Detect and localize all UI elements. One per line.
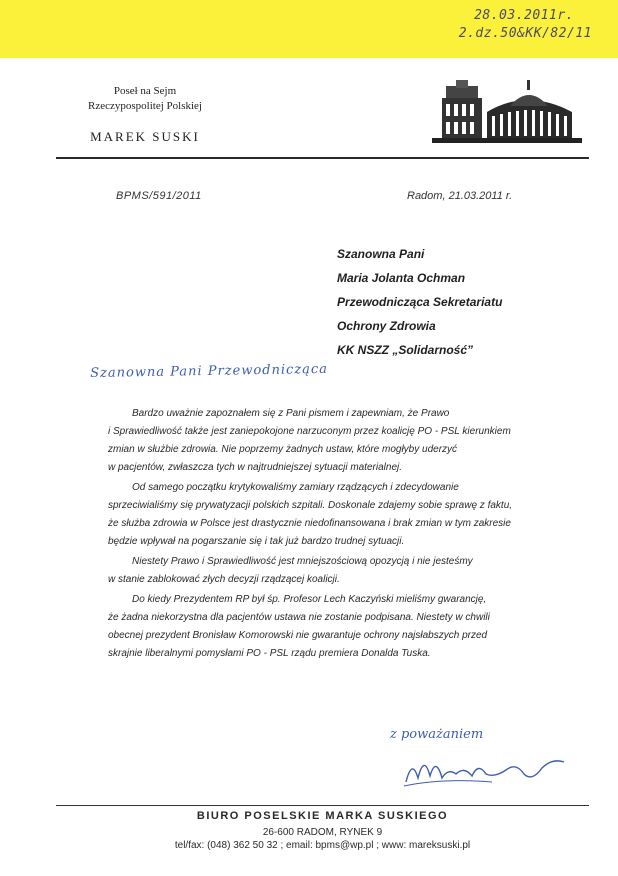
body-line: zmian w służbie zdrowia. Nie poprzemy żadnych ustaw, które mogłyby uderzyć — [108, 444, 458, 455]
body-line: Niestety Prawo i Sprawiedliwość jest mniejszościową opozycją i nie jesteśmy — [132, 556, 473, 567]
footer-contact: tel/fax: (048) 362 50 32 ; email: bpms@wp.pl ; www: mareksuski.pl — [174, 840, 471, 851]
footer-title: BIURO POSELSKIE MARKA SUSKIEGO — [196, 810, 449, 822]
handwritten-signature — [402, 748, 572, 788]
handwritten-salutation: Szanowna Pani Przewodnicząca — [90, 361, 329, 381]
addressee-line: Szanowna Pani — [337, 247, 425, 261]
registry-stamp-number: 2.dz.50&KK/82/11 — [458, 26, 592, 41]
letterhead-name: MAREK SUSKI — [90, 129, 200, 144]
body-line: sprzeciwialiśmy się prywatyzacji polskich szpitali. Doskonale zdajemy sobie sprawę z faktu, — [108, 500, 513, 511]
footer-divider — [56, 805, 589, 806]
letterhead-title — [70, 84, 220, 114]
addressee-line: Ochrony Zdrowia — [337, 319, 436, 333]
body-line: że służba zdrowia w Polsce jest drastycznie niedofinansowana i brak zmian w tym zakresie — [108, 518, 511, 529]
letter-body — [108, 405, 555, 665]
addressee-line: Przewodnicząca Sekretariatu — [337, 295, 503, 309]
letterhead-title-line1: Poseł na Sejm — [113, 85, 177, 97]
body-line: Do kiedy Prezydentem RP był śp. Profesor Lech Kaczyński mieliśmy gwarancję, — [132, 594, 487, 605]
body-paragraph-2 — [108, 479, 555, 551]
body-line: w pacjentów, zwłaszcza tych w najtrudniejszej sytuacji materialnej. — [108, 462, 403, 473]
body-line: że żadna niekorzystna dla pacjentów ustawa nie zostanie podpisana. Niestety w chwili — [108, 612, 490, 623]
handwritten-closing: z poważaniem — [390, 727, 484, 742]
body-line: skrajnie liberalnymi pomysłami PO - PSL rządu premiera Donalda Tuska. — [108, 648, 431, 659]
sejm-building-logo — [432, 76, 582, 148]
addressee-line: KK NSZZ „Solidarność” — [337, 343, 474, 357]
footer-address: 26-600 RADOM, RYNEK 9 — [262, 827, 383, 838]
body-line: będzie wpływał na pogarszanie się i tak już bardzo trudnej sytuacji. — [108, 536, 405, 547]
body-line: Od samego początku krytykowaliśmy zamiary rządzących i zdecydowanie — [132, 482, 459, 493]
body-paragraph-1 — [108, 405, 555, 477]
letterhead-title-line2: Rzeczypospolitej Polskiej — [88, 100, 202, 112]
body-line: i Sprawiedliwość także jest zaniepokojone narzuconym przez koalicję PO - PSL kierunkiem — [108, 426, 511, 437]
addressee-block — [337, 242, 502, 362]
letter-date: Radom, 21.03.2011 r. — [407, 190, 513, 202]
body-line: w stanie zablokować złych decyzji rządzącej koalicji. — [108, 574, 340, 585]
body-paragraph-4 — [108, 591, 555, 663]
registry-stamp-date: 28.03.2011r. — [474, 8, 574, 23]
reference-number: BPMS/591/2011 — [116, 190, 202, 202]
body-paragraph-3 — [108, 553, 555, 589]
letterhead-divider — [56, 157, 589, 159]
addressee-line: Maria Jolanta Ochman — [337, 271, 466, 285]
body-line: obecnej prezydent Bronisław Komorowski nie gwarantuje ochrony najsłabszych przed — [108, 630, 488, 641]
body-line: Bardzo uważnie zapoznałem się z Pani pismem i zapewniam, że Prawo — [132, 408, 450, 419]
